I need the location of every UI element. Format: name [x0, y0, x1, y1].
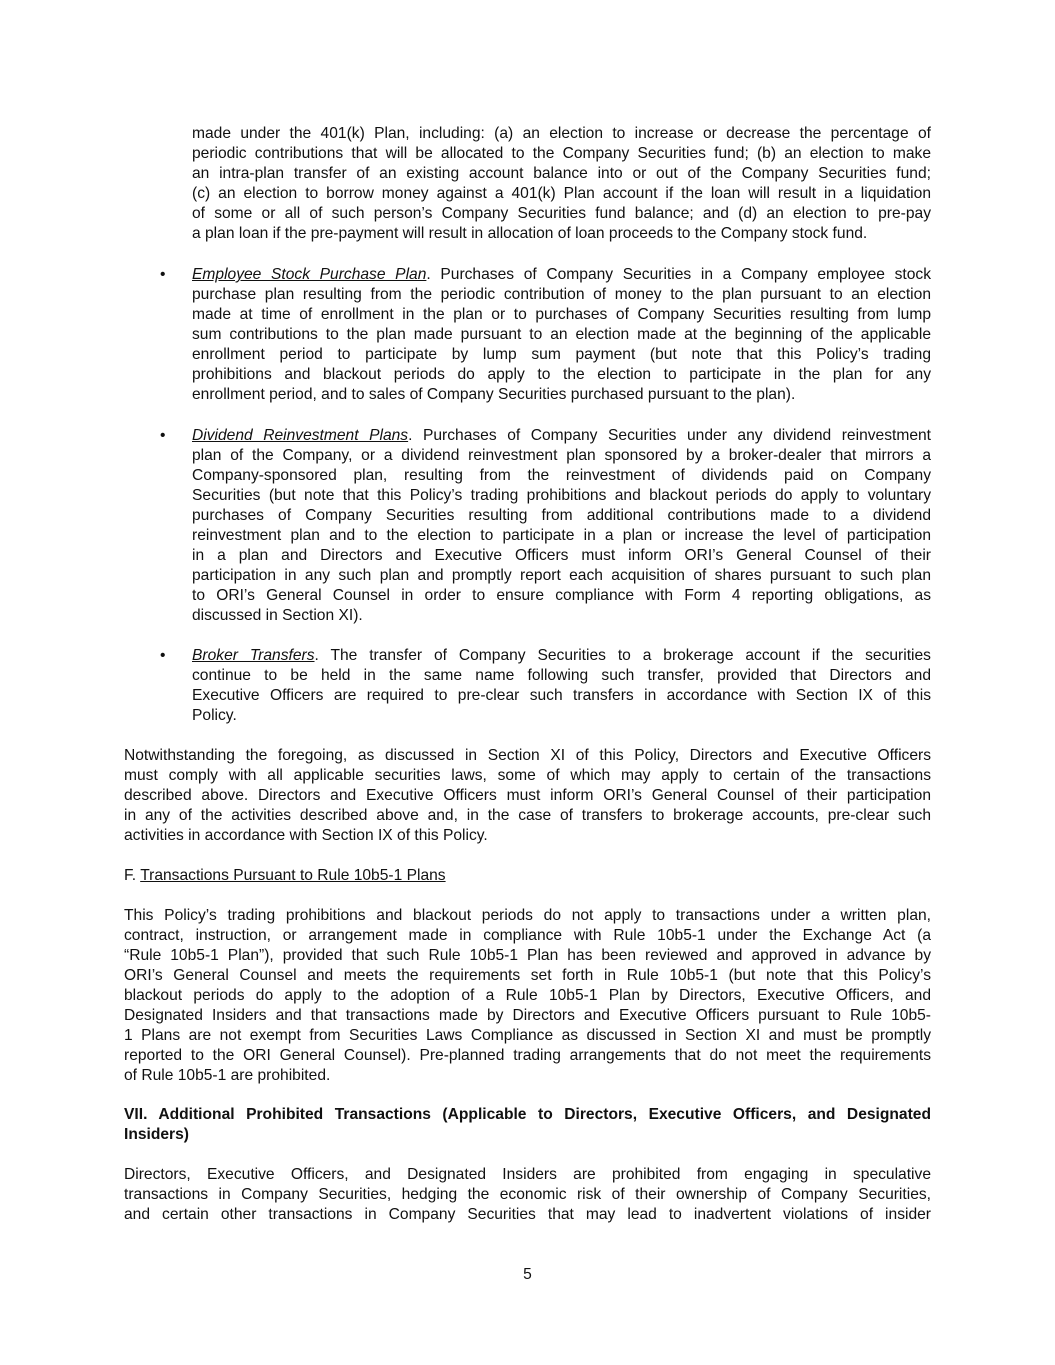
text-line: must comply with all applicable securities laws, some of which may apply to certain of the transactions [124, 767, 931, 784]
text-line: periodic contributions that will be allocated to the Company Securities fund; (b) an election to make [192, 145, 931, 162]
bullet-icon: • [160, 647, 166, 664]
notwithstanding-paragraph [124, 746, 931, 846]
text-line: VII. Additional Prohibited Transactions (Applicable to Directors, Executive Officers, and Designated [124, 1106, 931, 1123]
intro-paragraph [192, 124, 931, 244]
section-vii-heading [124, 1105, 931, 1145]
text-line: enrollment period to participate by lump sum payment (but note that this Policy’s trading [192, 346, 931, 363]
text-line: of some or all of such person’s Company Securities fund balance; and (d) an election to pre-pay [192, 205, 931, 222]
page-number: 5 [523, 1266, 532, 1283]
section-f-paragraph [124, 906, 931, 1086]
text-line: an intra-plan transfer of an existing account balance into or out of the Company Securities fund; [192, 165, 931, 182]
text-line: Insiders) [124, 1126, 189, 1143]
bullet-icon: • [160, 266, 166, 283]
text-line: reported to the ORI General Counsel). Pre-planned trading arrangements that do not meet the requirements [124, 1047, 931, 1064]
section-vii-paragraph [124, 1165, 931, 1225]
bullet-icon: • [160, 427, 166, 444]
text-line: plan of the Company, or a dividend reinvestment plan sponsored by a broker-dealer that mirrors a [192, 447, 931, 464]
text-line: contract, instruction, or arrangement made in compliance with Rule 10b5-1 under the Exchange Act (a [124, 927, 931, 944]
text-line: ORI’s General Counsel and meets the requirements set forth in Rule 10b5-1 (but note that this Policy’s [124, 967, 931, 984]
bullet-item-dividend-reinvestment-plans [192, 426, 931, 626]
bullet-item-employee-stock-purchase-plan [192, 265, 931, 405]
text-line: of Rule 10b5-1 are prohibited. [124, 1067, 331, 1084]
text-line: transactions in Company Securities, hedging the economic risk of their ownership of Company Securities, [124, 1186, 931, 1203]
section-f-title: Transactions Pursuant to Rule 10b5-1 Plans [140, 867, 446, 884]
bullet-item-broker-transfers [192, 646, 931, 726]
text-line: a plan loan if the pre-payment will result in allocation of loan proceeds to the Company stock fund. [192, 225, 868, 242]
section-f-prefix: F. [124, 867, 141, 884]
text-line: participation in any such plan and promptly report each acquisition of shares pursuant to such plan [192, 567, 931, 584]
text-line: prohibitions and blackout periods do apply to the election to participate in the plan for any [192, 366, 931, 383]
text-line [192, 265, 931, 285]
text-line: described above. Directors and Executive Officers must inform ORI’s General Counsel of their participation [124, 787, 931, 804]
text-line: blackout periods do apply to the adoption of a Rule 10b5-1 Plan by Directors, Executive Officers, and [124, 987, 931, 1004]
bullet-title-rest: . Purchases of Company Securities under any dividend reinvestment [408, 427, 931, 444]
text-line: 1 Plans are not exempt from Securities Laws Compliance as discussed in Section XI and must be promptly [124, 1027, 931, 1044]
text-line: This Policy’s trading prohibitions and blackout periods do not apply to transactions under a written plan, [124, 907, 931, 924]
text-line: “Rule 10b5-1 Plan”), provided that such Rule 10b5-1 Plan has been reviewed and approved in advance by [124, 947, 931, 964]
bullet-title: Broker Transfers [192, 647, 315, 664]
text-line: Notwithstanding the foregoing, as discussed in Section XI of this Policy, Directors and Executive Officers [124, 747, 931, 764]
text-line: purchase plan resulting from the periodic contribution of money to the plan pursuant to an election [192, 286, 931, 303]
text-line: in a plan and Directors and Executive Officers must inform ORI’s General Counsel of their [192, 547, 931, 564]
text-line: made at time of enrollment in the plan or to purchases of Company Securities resulting from lump [192, 306, 931, 323]
text-line: enrollment period, and to sales of Company Securities purchased pursuant to the plan). [192, 386, 796, 403]
text-line: (c) an election to borrow money against a 401(k) Plan account if the loan will result in a liquidation [192, 185, 931, 202]
text-line: activities in accordance with Section IX of this Policy. [124, 827, 488, 844]
text-line: reinvestment plan and to the election to participate in a plan or increase the level of participation [192, 527, 931, 544]
text-line: Designated Insiders and that transactions made by Directors and Executive Officers pursuant to Rule 10b5- [124, 1007, 931, 1024]
text-line: Policy. [192, 707, 237, 724]
text-line [124, 866, 931, 886]
text-line: Executive Officers are required to pre-clear such transfers in accordance with Section IX of this [192, 687, 931, 704]
bullet-title-rest: . Purchases of Company Securities in a Company employee stock [426, 266, 931, 283]
bullet-title-rest: . The transfer of Company Securities to a brokerage account if the securities [314, 647, 931, 664]
section-f-heading [124, 866, 931, 886]
text-line: made under the 401(k) Plan, including: (a) an election to increase or decrease the percentage of [192, 125, 931, 142]
text-line [192, 646, 931, 666]
text-line: and certain other transactions in Company Securities that may lead to inadvertent violations of insider [124, 1206, 931, 1223]
text-line: purchases of Company Securities resulting from additional contributions made to a dividend [192, 507, 931, 524]
bullet-title: Dividend Reinvestment Plans [192, 427, 409, 444]
bullet-title: Employee Stock Purchase Plan [192, 266, 427, 283]
text-line: discussed in Section XI). [192, 607, 363, 624]
text-line: Directors, Executive Officers, and Designated Insiders are prohibited from engaging in speculative [124, 1166, 931, 1183]
text-line: to ORI’s General Counsel in order to ensure compliance with Form 4 reporting obligations, as [192, 587, 931, 604]
text-line: Securities (but note that this Policy’s trading prohibitions and blackout periods do apply to voluntary [192, 487, 931, 504]
text-line [192, 426, 931, 446]
text-line: in any of the activities described above and, in the case of transfers to brokerage accounts, pre-clear such [124, 807, 931, 824]
text-line: Company-sponsored plan, resulting from the reinvestment of dividends paid on Company [192, 467, 931, 484]
text-line: continue to be held in the same name following such transfer, provided that Directors and [192, 667, 931, 684]
text-line: sum contributions to the plan made pursuant to an election made at the beginning of the applicable [192, 326, 931, 343]
